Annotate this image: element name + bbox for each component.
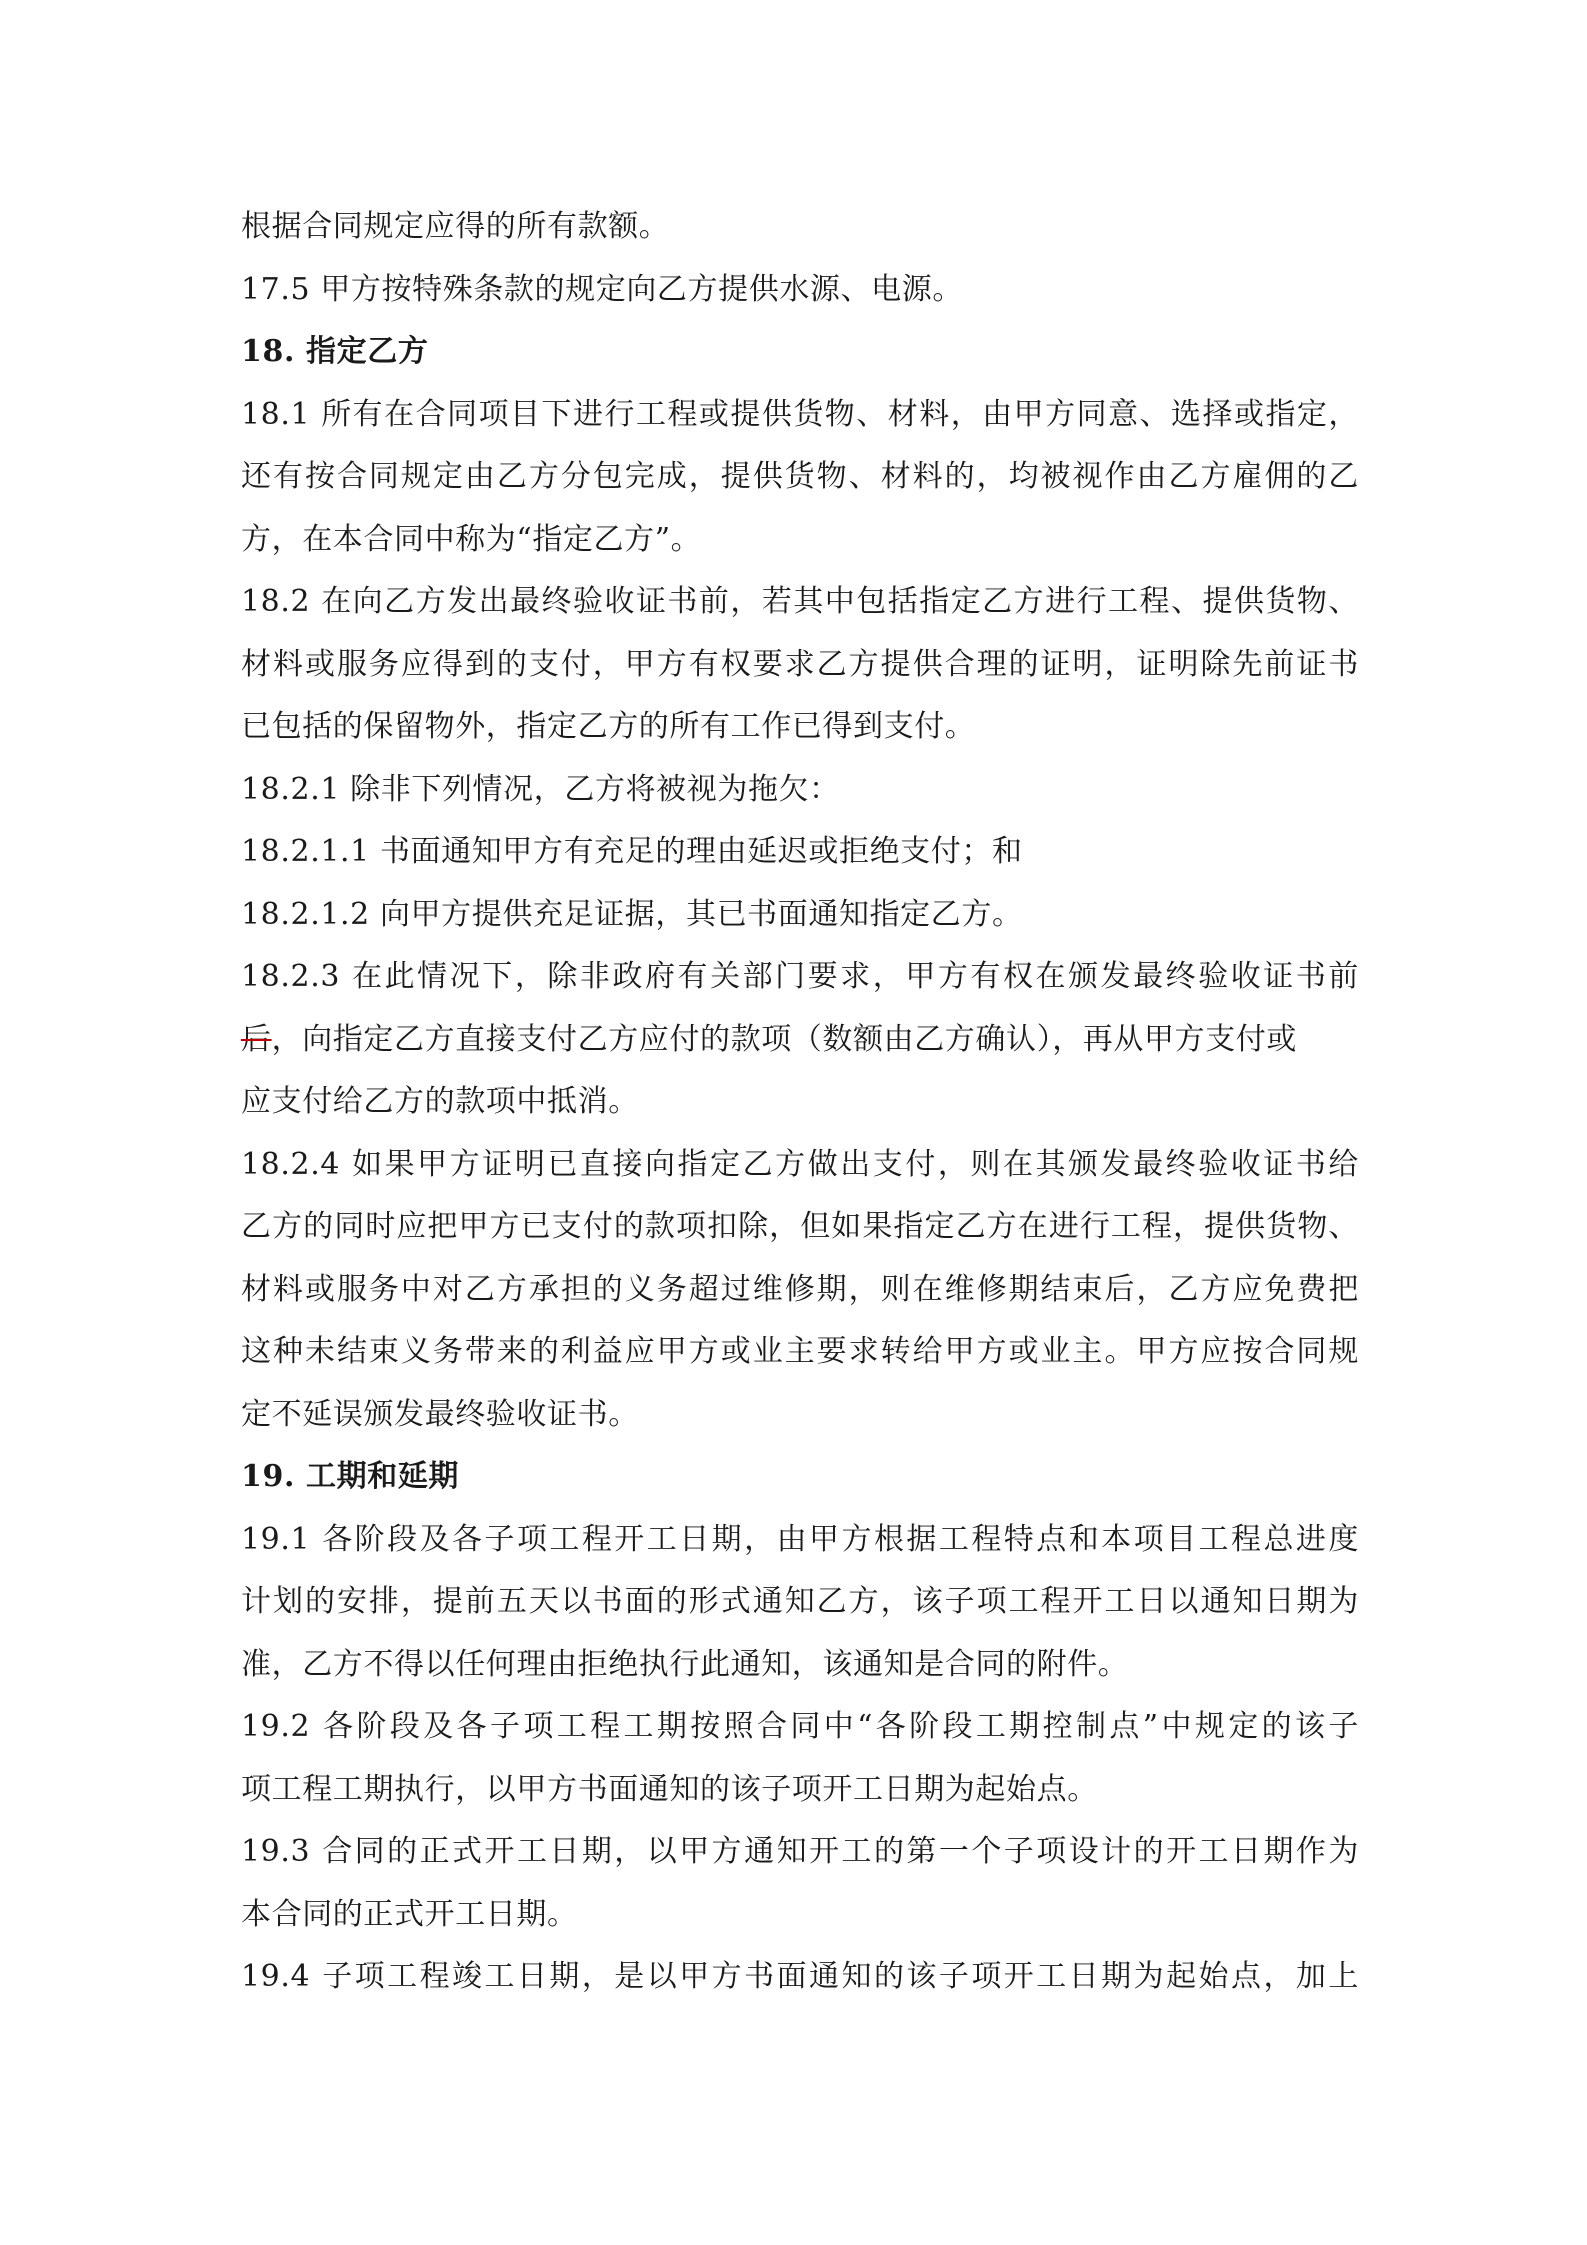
section-heading-18: 18. 指定乙方 bbox=[241, 334, 429, 369]
text-line: 项工程工期执行，以甲方书面通知的该子项开工日期为起始点。 bbox=[241, 1771, 1098, 1807]
text-line: 本合同的正式开工日期。 bbox=[241, 1896, 578, 1932]
text-line: 定不延误颁发最终验收证书。 bbox=[241, 1396, 639, 1432]
clause-19-2: 19.2 各阶段及各子项工程工期按照合同中“各阶段工期控制点”中规定的该子 bbox=[241, 1709, 1359, 1744]
text-line: 这种未结束义务带来的利益应甲方或业主要求转给甲方或业主。甲方应按合同规 bbox=[241, 1334, 1359, 1369]
clause-18-2-3: 18.2.3 在此情况下，除非政府有关部门要求，甲方有权在颁发最终验收证书前 bbox=[241, 959, 1359, 994]
clause-18-2-1-2: 18.2.1.2 向甲方提供充足证据，其已书面通知指定乙方。 bbox=[241, 896, 1023, 932]
clause-18-2: 18.2 在向乙方发出最终验收证书前，若其中包括指定乙方进行工程、提供货物、 bbox=[241, 584, 1359, 619]
clause-19-4: 19.4 子项工程竣工日期，是以甲方书面通知的该子项开工日期为起始点，加上 bbox=[241, 1959, 1359, 1994]
clause-18-2-1: 18.2.1 除非下列情况，乙方将被视为拖欠： bbox=[241, 771, 840, 807]
clause-18-2-1-1: 18.2.1.1 书面通知甲方有充足的理由延迟或拒绝支付；和 bbox=[241, 834, 1023, 869]
text-line-with-deletion bbox=[241, 1009, 1359, 1072]
struck-deletion: 后 bbox=[241, 1021, 272, 1057]
text-line: 乙方的同时应把甲方已支付的款项扣除，但如果指定乙方在进行工程，提供货物、 bbox=[241, 1209, 1359, 1244]
text-line: 准，乙方不得以任何理由拒绝执行此通知，该通知是合同的附件。 bbox=[241, 1646, 1129, 1682]
text-line: 材料或服务中对乙方承担的义务超过维修期，则在维修期结束后，乙方应免费把 bbox=[241, 1271, 1359, 1307]
text-line: 已包括的保留物外，指定乙方的所有工作已得到支付。 bbox=[241, 709, 976, 744]
text-line-remainder: ，向指定乙方直接支付乙方应付的款项（数额由乙方确认），再从甲方支付或 bbox=[271, 1021, 1298, 1057]
section-heading-19: 19. 工期和延期 bbox=[241, 1459, 460, 1494]
text-line: 应支付给乙方的款项中抵消。 bbox=[241, 1084, 639, 1119]
clause-19-3: 19.3 合同的正式开工日期，以甲方通知开工的第一个子项设计的开工日期作为 bbox=[241, 1834, 1359, 1869]
clause-18-2-4: 18.2.4 如果甲方证明已直接向指定乙方做出支付，则在其颁发最终验收证书给 bbox=[241, 1146, 1359, 1182]
clause-17-5: 17.5 甲方按特殊条款的规定向乙方提供水源、电源。 bbox=[241, 271, 963, 307]
text-line: 根据合同规定应得的所有款额。 bbox=[241, 209, 670, 244]
text-line: 还有按合同规定由乙方分包完成，提供货物、材料的，均被视作由乙方雇佣的乙 bbox=[241, 459, 1359, 494]
document-body bbox=[241, 196, 1359, 2009]
clause-19-1: 19.1 各阶段及各子项工程开工日期，由甲方根据工程特点和本项目工程总进度 bbox=[241, 1521, 1359, 1557]
clause-18-1: 18.1 所有在合同项目下进行工程或提供货物、材料，由甲方同意、选择或指定， bbox=[241, 396, 1359, 432]
text-line: 计划的安排，提前五天以书面的形式通知乙方，该子项工程开工日以通知日期为 bbox=[241, 1584, 1359, 1619]
text-line: 方，在本合同中称为“指定乙方”。 bbox=[241, 521, 702, 557]
text-line: 材料或服务应得到的支付，甲方有权要求乙方提供合理的证明，证明除先前证书 bbox=[241, 646, 1359, 682]
